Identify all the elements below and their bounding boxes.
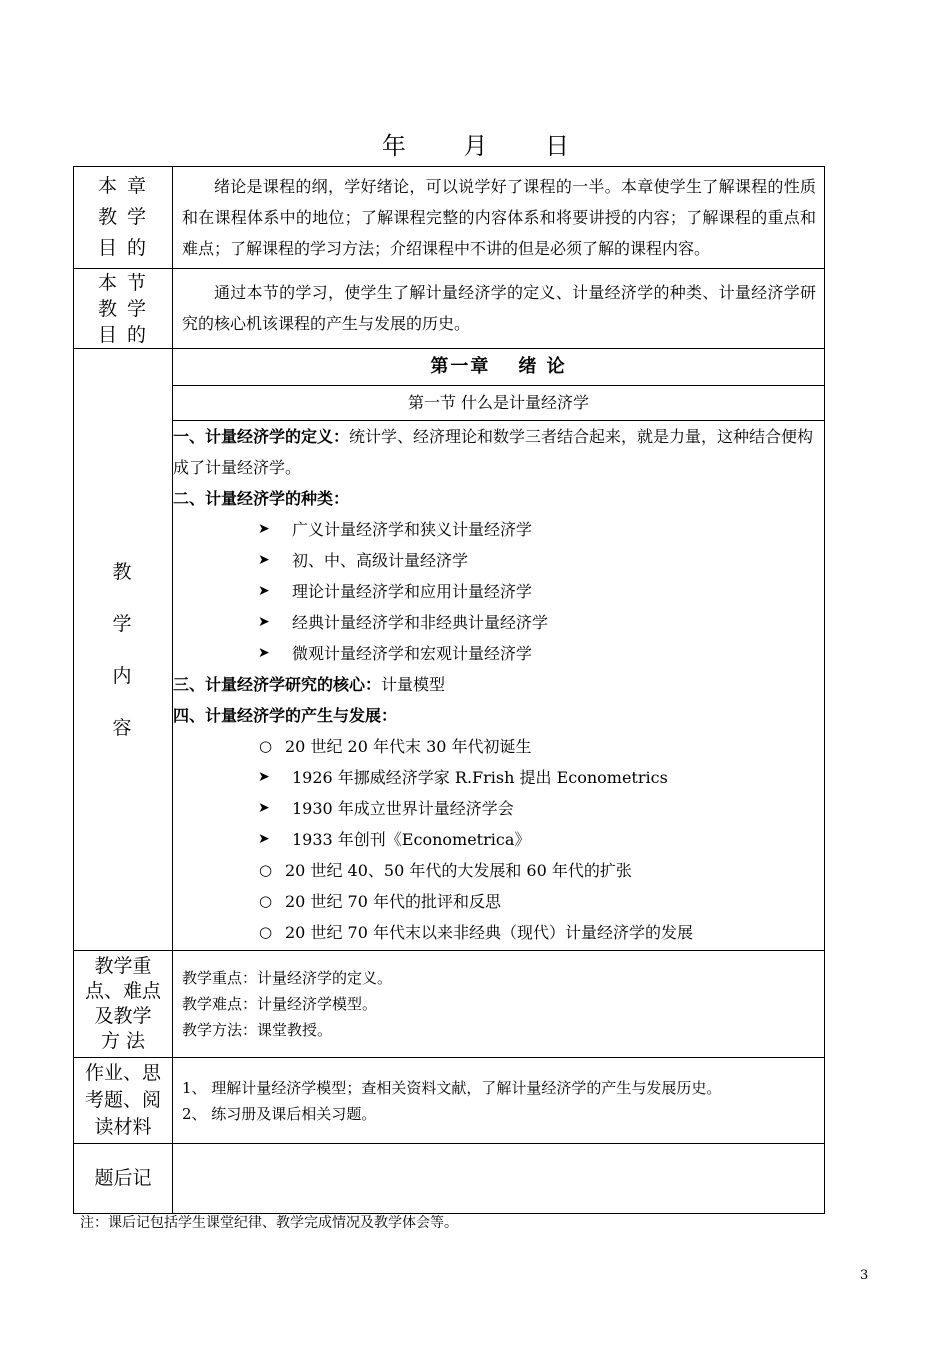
chapter-goal-cell	[173, 167, 825, 269]
label-line: 本 节	[97, 271, 149, 294]
page-number: 3	[860, 1268, 869, 1283]
section-goal-cell	[173, 269, 825, 349]
history-list-item	[173, 824, 824, 855]
chapter-number: 第一章	[430, 356, 491, 377]
circle-bullet-icon: ○	[259, 737, 273, 755]
chapter-goal-text: 绪论是课程的纲，学好绪论，可以说学好了课程的一半。本章使学生了解课程的性质和在课程体系中的地位；了解课程完整的内容体系和将要讲授的内容；了解课程的重点和难点；了解课程的学习方法；介绍课程中不讲的但是必须了解的课程内容。	[182, 177, 816, 258]
lesson-plan-table	[73, 166, 825, 1214]
label-line: 目 的	[97, 237, 149, 259]
history-list-text: 20 世纪 70 年代的批评和反思	[285, 892, 501, 911]
arrow-bullet-icon: ➤	[258, 614, 270, 630]
label-line: 考题、阅	[84, 1089, 161, 1111]
label-line: 容	[112, 716, 134, 739]
homework-lines	[173, 1069, 824, 1133]
type-list-item	[173, 545, 824, 576]
type-list-item	[173, 576, 824, 607]
key-points-row	[74, 951, 825, 1058]
key-points-cell	[173, 951, 825, 1058]
history-heading: 四、计量经济学的产生与发展：	[173, 706, 398, 725]
history-list-item	[173, 886, 824, 917]
history-list-text: 20 世纪 20 年代末 30 年代初诞生	[285, 737, 532, 756]
key-points-lines	[173, 951, 824, 1057]
history-list	[173, 731, 824, 948]
content-inner-table	[173, 349, 824, 948]
label-line: 教 学	[97, 206, 149, 228]
homework-line: 2、 练习册及课后相关习题。	[182, 1104, 377, 1123]
circle-bullet-icon: ○	[259, 861, 273, 879]
postscript-cell[interactable]	[173, 1144, 825, 1214]
content-body	[173, 421, 824, 949]
label-line: 方 法	[100, 1030, 146, 1052]
core-item	[173, 669, 824, 700]
type-list-item	[173, 638, 824, 669]
label-line: 教 学	[97, 297, 149, 320]
section-title: 第一节 什么是计量经济学	[173, 386, 824, 421]
history-list-item	[173, 917, 824, 948]
core-text: 计量模型	[381, 675, 446, 694]
content-cell	[173, 349, 825, 951]
circle-bullet-icon: ○	[259, 923, 273, 941]
label-line: 本 章	[97, 175, 149, 197]
definition-heading: 一、计量经济学的定义：	[173, 427, 350, 446]
date-day: 日	[545, 132, 571, 160]
type-list-text: 广义计量经济学和狭义计量经济学	[292, 520, 533, 539]
type-list-text: 微观计量经济学和宏观计量经济学	[292, 644, 533, 663]
section-goal-label	[74, 269, 173, 349]
homework-line: 1、 理解计量经济学模型；查相关资料文献，了解计量经济学的产生与发展历史。	[182, 1078, 722, 1097]
postscript-label: 题后记	[74, 1144, 173, 1214]
homework-label	[74, 1058, 173, 1144]
key-point-line: 教学难点：计量经济学模型。	[182, 995, 378, 1013]
arrow-bullet-icon: ➤	[258, 552, 270, 568]
postscript-row	[74, 1144, 825, 1214]
homework-row	[74, 1058, 825, 1144]
footnote-remark: 注：课后记包括学生课堂纪律、教学完成情况及教学体会等。	[80, 1215, 458, 1231]
label-line: 目 的	[97, 323, 149, 346]
label-line: 学	[112, 612, 134, 635]
date-year: 年	[381, 132, 407, 160]
history-list-item	[173, 855, 824, 886]
history-list-item	[173, 762, 824, 793]
content-label	[74, 349, 173, 951]
history-list-text: 20 世纪 70 年代末以来非经典（现代）计量经济学的发展	[285, 923, 693, 942]
key-points-label	[74, 951, 173, 1058]
arrow-bullet-icon: ➤	[258, 521, 270, 537]
types-list	[173, 514, 824, 669]
content-row	[74, 349, 825, 951]
section-goal-text: 通过本节的学习，使学生了解计量经济学的定义、计量经济学的种类、计量经济学研究的核心机该课程的产生与发展的历史。	[182, 283, 816, 333]
chapter-goal-row	[74, 167, 825, 269]
label-line: 点、难点	[84, 980, 161, 1002]
history-list-item	[173, 731, 824, 762]
label-line: 教	[112, 560, 134, 583]
type-list-item	[173, 607, 824, 638]
definition-item	[173, 421, 824, 483]
core-heading: 三、计量经济学研究的核心：	[173, 675, 382, 694]
arrow-bullet-icon: ➤	[258, 800, 270, 816]
type-list-text: 初、中、高级计量经济学	[292, 551, 469, 570]
history-list-item	[173, 793, 824, 824]
arrow-bullet-icon: ➤	[258, 769, 270, 785]
types-heading: 二、计量经济学的种类：	[173, 489, 350, 508]
label-line: 作业、思	[84, 1062, 161, 1084]
arrow-bullet-icon: ➤	[258, 583, 270, 599]
label-line: 教学重	[94, 955, 152, 977]
history-list-text: 1933 年创刊《Econometrica》	[292, 830, 531, 849]
history-list-text: 1926 年挪威经济学家 R.Frish 提出 Econometrics	[292, 768, 668, 787]
label-line: 读材料	[94, 1116, 152, 1138]
section-goal-row	[74, 269, 825, 349]
key-point-line: 教学方法：课堂教授。	[182, 1021, 333, 1039]
date-month: 月	[463, 132, 489, 160]
type-list-text: 经典计量经济学和非经典计量经济学	[292, 613, 549, 632]
date-heading	[0, 126, 952, 161]
chapter-title	[173, 349, 824, 386]
chapter-goal-label	[74, 167, 173, 269]
type-list-item	[173, 514, 824, 545]
history-list-text: 1930 年成立世界计量经济学会	[292, 799, 514, 818]
circle-bullet-icon: ○	[259, 892, 273, 910]
chapter-name: 绪 论	[518, 356, 567, 377]
homework-cell	[173, 1058, 825, 1144]
type-list-text: 理论计量经济学和应用计量经济学	[292, 582, 533, 601]
arrow-bullet-icon: ➤	[258, 645, 270, 661]
definition-text: 统计学、经济理论和数学三者结合起来，就是力量，这种结合便构成了计量经济学。	[173, 427, 814, 477]
label-line: 及教学	[94, 1005, 152, 1027]
history-list-text: 20 世纪 40、50 年代的大发展和 60 年代的扩张	[285, 861, 632, 880]
key-point-line: 教学重点：计量经济学的定义。	[182, 969, 393, 987]
arrow-bullet-icon: ➤	[258, 831, 270, 847]
label-line: 内	[112, 664, 134, 687]
